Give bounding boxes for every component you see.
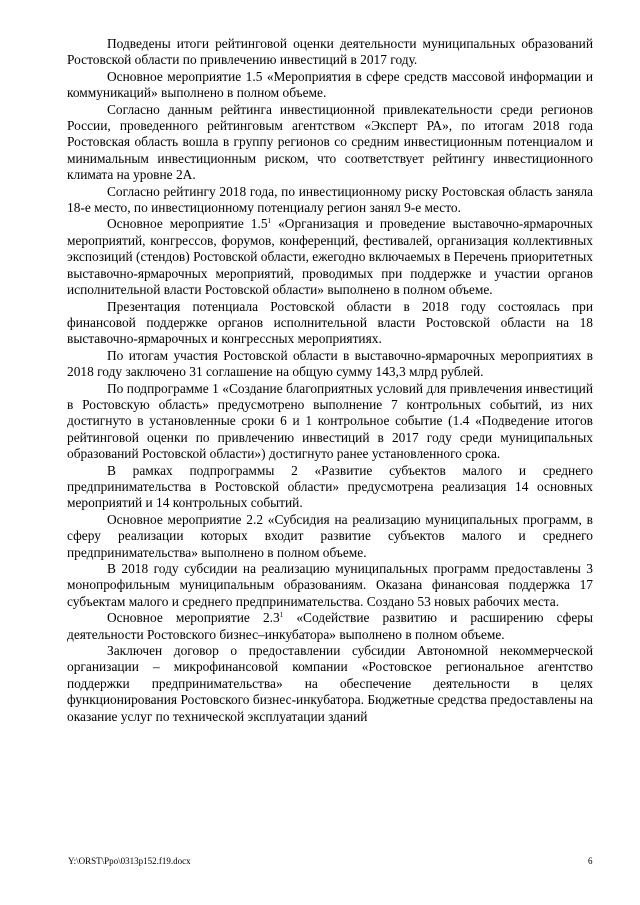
paragraph: Согласно рейтингу 2018 года, по инвестиционному риску Ростовская область заняла 18-е место, по инвестиционному потенциалу регион занял 9-е место. [67, 183, 593, 216]
paragraph-text: «Содействие развитию и расширению сферы деятельности Ростовского бизнес–инкубатора» выполнено в полном объеме. [67, 610, 593, 642]
paragraph [67, 610, 593, 643]
paragraph-text: Основное мероприятие 2.3 [107, 610, 280, 626]
paragraph: Презентация потенциала Ростовской области в 2018 году состоялась при финансовой поддержке органов исполнительной власти Ростовской области на 18 выставочно-ярмарочных и конгрессных мероприятиях. [67, 298, 593, 347]
page-number: 6 [588, 856, 593, 866]
paragraph: По итогам участия Ростовской области в выставочно-ярмарочных мероприятиях в 2018 году заключено 31 соглашение на общую сумму 143,3 млрд рублей. [67, 347, 593, 380]
paragraph-text: «Организация и проведение выставочно-ярмарочных мероприятий, конгрессов, форумов, конференций, фестивалей, организация коллективных экспозиций (стендов) Ростовской области, ежегодно включаемых в Перечень приоритетных выставочно-ярмарочных мероприятий, проводимых при поддержке и участии органов исполнительной власти Ростовской области» выполнено в полном объеме. [67, 216, 593, 298]
paragraph [67, 216, 593, 298]
document-body [67, 36, 593, 725]
footnote-mark: 1 [267, 217, 272, 226]
paragraph: Согласно данным рейтинга инвестиционной привлекательности среди регионов России, проведенного рейтинговым агентством «Эксперт РА», по итогам 2018 года Ростовская область вошла в группу регионов со средним инвестиционным потенциалом и минимальным инвестиционным риском, что соответствует рейтингу инвестиционного климата на уровне 2А. [67, 101, 593, 183]
paragraph: Основное мероприятие 1.5 «Мероприятия в сфере средств массовой информации и коммуникаций» выполнено в полном объеме. [67, 68, 593, 101]
paragraph: В рамках подпрограммы 2 «Развитие субъектов малого и среднего предпринимательства в Ростовской области» предусмотрена реализация 14 основных мероприятий и 14 контрольных событий. [67, 462, 593, 511]
paragraph: Подведены итоги рейтинговой оценки деятельности муниципальных образований Ростовской области по привлечению инвестиций в 2017 году. [67, 36, 593, 68]
paragraph-text: Основное мероприятие 1.5 [107, 216, 268, 232]
footnote-mark: 1 [279, 611, 284, 620]
paragraph: В 2018 году субсидии на реализацию муниципальных программ предоставлены 3 монопрофильным муниципальным образованиям. Оказана финансовая поддержка 17 субъектам малого и среднего предпринимательства. Создано 53 новых рабочих места. [67, 561, 593, 609]
footer-file-path: Y:\ORST\Ppo\0313p152.f19.docx [68, 856, 191, 866]
paragraph: Основное мероприятие 2.2 «Субсидия на реализацию муниципальных программ, в сферу реализации которых входит развитие субъектов малого и среднего предпринимательства» выполнено в полном объеме. [67, 511, 593, 560]
paragraph: По подпрограмме 1 «Создание благоприятных условий для привлечения инвестиций в Ростовскую область» предусмотрено выполнение 7 контрольных событий, из них достигнуто в установленные сроки 6 и 1 контрольное событие (1.4 «Подведение итогов рейтинговой оценки по привлечению инвестиций в 2017 году среди муниципальных образований Ростовской области») достигнуто ранее установленного срока. [67, 380, 593, 462]
paragraph: Заключен договор о предоставлении субсидии Автономной некоммерческой организации – микрофинансовой компании «Ростовское региональное агентство поддержки предпринимательства» на обеспечение деятельности в целях функционирования Ростовского бизнес-инкубатора. Бюджетные средства предоставлены на оказание услуг по технической эксплуатации зданий [67, 643, 593, 724]
